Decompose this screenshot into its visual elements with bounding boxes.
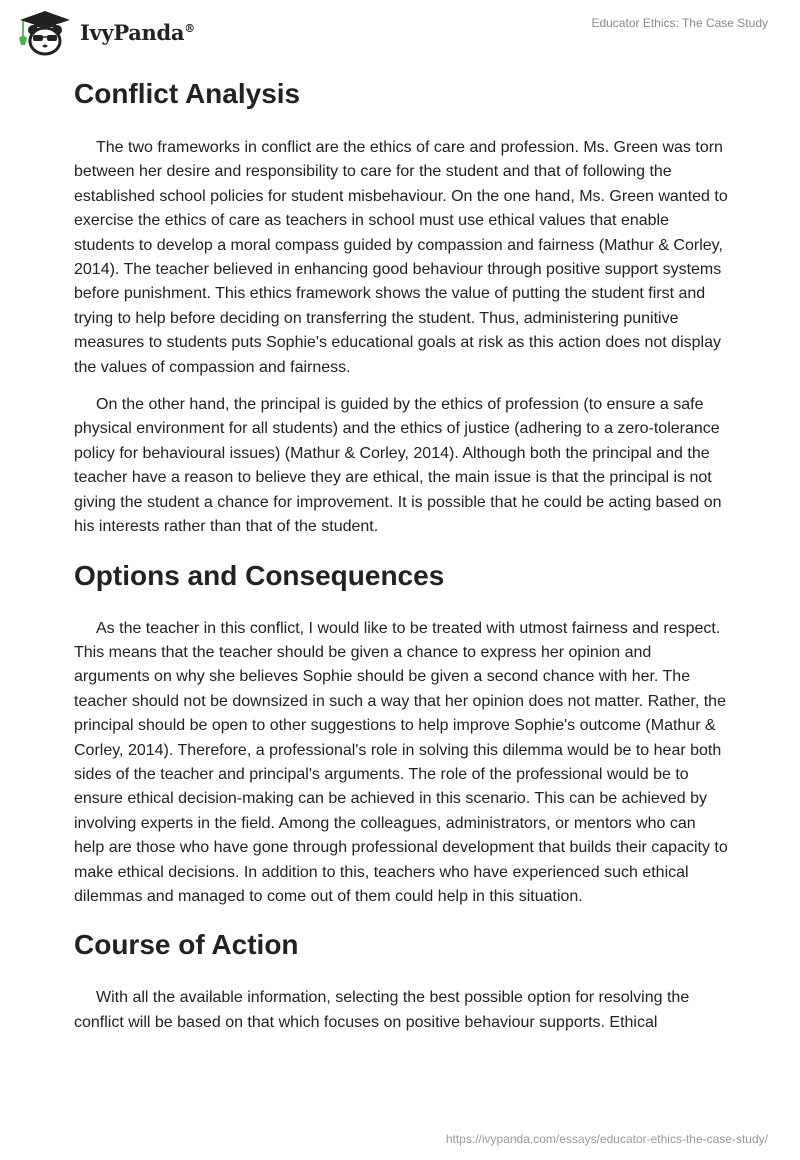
section-heading-conflict-analysis: Conflict Analysis [74, 78, 301, 109]
essay-body [74, 72, 728, 1035]
paragraph: The two frameworks in conflict are the ethics of care and profession. Ms. Green was torn between her desire and responsibility to care for the student and that of following the established school policies for student misbehaviour. On the one hand, Ms. Green wanted to exercise the ethics of care as teachers in school must use ethical values that enable students to develop a moral compass guided by compassion and fairness (Mathur & Corley, 2014). The teacher believed in enhancing good behaviour through positive support systems before punishment. This ethics framework shows the value of putting the student first and trying to help before deciding on transferring the student. Thus, administering punitive measures to students puts Sophie's educational goals at risk as this action does not display the values of compassion and fairness. [74, 139, 728, 376]
paragraph: As the teacher in this conflict, I would like to be treated with utmost fairness and respect. This means that the teacher should be given a chance to express her opinion and arguments on why she believes Sophie should be given a second chance with her. The teacher should not be downsized in such a way that her opinion does not matter. Rather, the principal should be open to other suggestions to help improve Sophie's outcome (Mathur & Corley, 2014). Therefore, a professional's role in solving this dilemma would be to hear both sides of the teacher and principal's arguments. The role of the professional would be to ensure ethical decision-making can be achieved in this scenario. This can be achieved by involving experts in the field. Among the colleagues, administrators, or mentors who can help are those who have gone through professional development that builds their capacity to make ethical decisions. In addition to this, teachers who have experienced such ethical dilemmas and managed to come out of them could help in this situation. [74, 619, 728, 905]
panda-logo-icon [16, 8, 74, 56]
paragraph: On the other hand, the principal is guided by the ethics of profession (to ensure a safe physical environment for all students) and the ethics of justice (adhering to a zero-tolerance policy for behavioural issues) (Mathur & Corley, 2014). Although both the principal and the teacher have a reason to believe they are ethical, the main issue is that the principal is not giving the student a chance for improvement. It is possible that he could be acting based on his interests rather than that of the student. [74, 396, 722, 536]
section-heading-options-and-consequences: Options and Consequences [74, 559, 445, 591]
source-url[interactable]: https://ivypanda.com/essays/educator-ethics-the-case-study/ [445, 1132, 768, 1146]
section-heading-course-of-action: Course of Action [74, 929, 299, 961]
paragraph: With all the available information, selecting the best possible option for resolving the conflict will be based on that which focuses on positive behaviour supports. Ethical [74, 989, 690, 1031]
brand-name: IvyPanda® [80, 19, 195, 45]
ivypanda-logo[interactable] [16, 8, 195, 56]
document-title: Educator Ethics: The Case Study [591, 16, 768, 30]
